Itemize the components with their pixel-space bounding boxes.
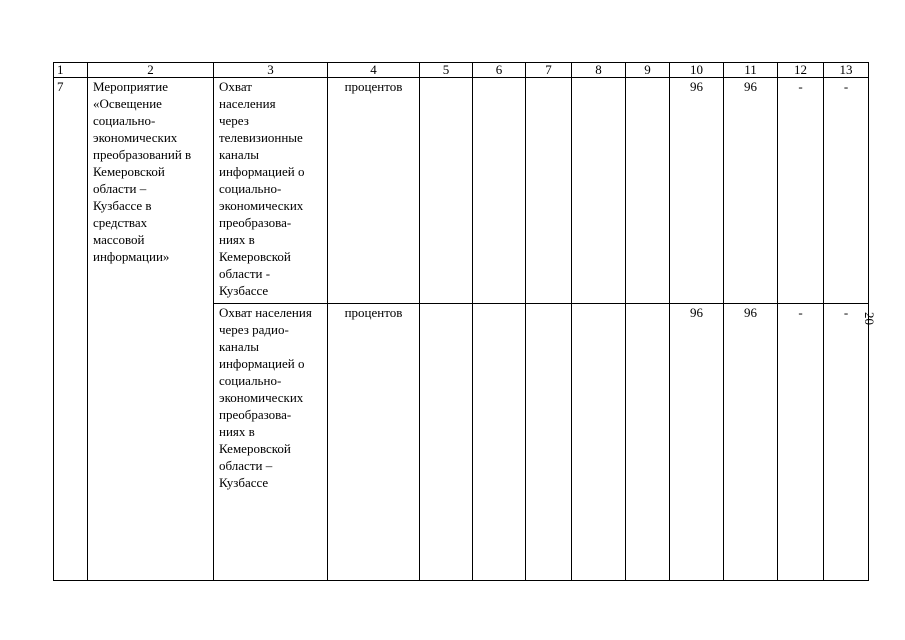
value-cell: [572, 78, 626, 304]
value-cell: [473, 78, 526, 304]
value-cell: [526, 78, 572, 304]
unit: процентов: [328, 304, 420, 581]
value-cell: [526, 304, 572, 581]
indicator-name: Охват населения через телевизионные каналы информацией о социально- экономических преобразова- ниях в Кемеровской области - Кузбассе: [214, 78, 328, 304]
col-header: 13: [824, 63, 869, 78]
value-cell: -: [778, 304, 824, 581]
value-cell: 96: [724, 304, 778, 581]
value-cell: [420, 78, 473, 304]
col-header: 4: [328, 63, 420, 78]
value-cell: [572, 304, 626, 581]
col-header: 5: [420, 63, 473, 78]
unit: процентов: [328, 78, 420, 304]
value-cell: -: [824, 304, 869, 581]
col-header: 2: [88, 63, 214, 78]
col-header: 9: [626, 63, 670, 78]
value-cell: 96: [670, 78, 724, 304]
col-header: 10: [670, 63, 724, 78]
row-number: 7: [54, 78, 88, 581]
col-header: 8: [572, 63, 626, 78]
value-cell: -: [824, 78, 869, 304]
value-cell: [473, 304, 526, 581]
value-cell: [626, 304, 670, 581]
col-header: 12: [778, 63, 824, 78]
event-name: Мероприятие «Освещение социально- экономических преобразований в Кемеровской области – Кузбассе в средствах массовой информации»: [88, 78, 214, 581]
col-header: 1: [54, 63, 88, 78]
value-cell: 96: [670, 304, 724, 581]
column-numbers-row: [54, 63, 869, 78]
col-header: 11: [724, 63, 778, 78]
col-header: 3: [214, 63, 328, 78]
value-cell: 96: [724, 78, 778, 304]
page-number: 20: [862, 312, 877, 325]
indicator-name: Охват населения через радио- каналы информацией о социально- экономических преобразова- ниях в Кемеровской области – Кузбассе: [214, 304, 328, 581]
value-cell: -: [778, 78, 824, 304]
col-header: 6: [473, 63, 526, 78]
col-header: 7: [526, 63, 572, 78]
indicators-table: [53, 62, 869, 581]
value-cell: [626, 78, 670, 304]
value-cell: [420, 304, 473, 581]
table-row: [54, 78, 869, 304]
